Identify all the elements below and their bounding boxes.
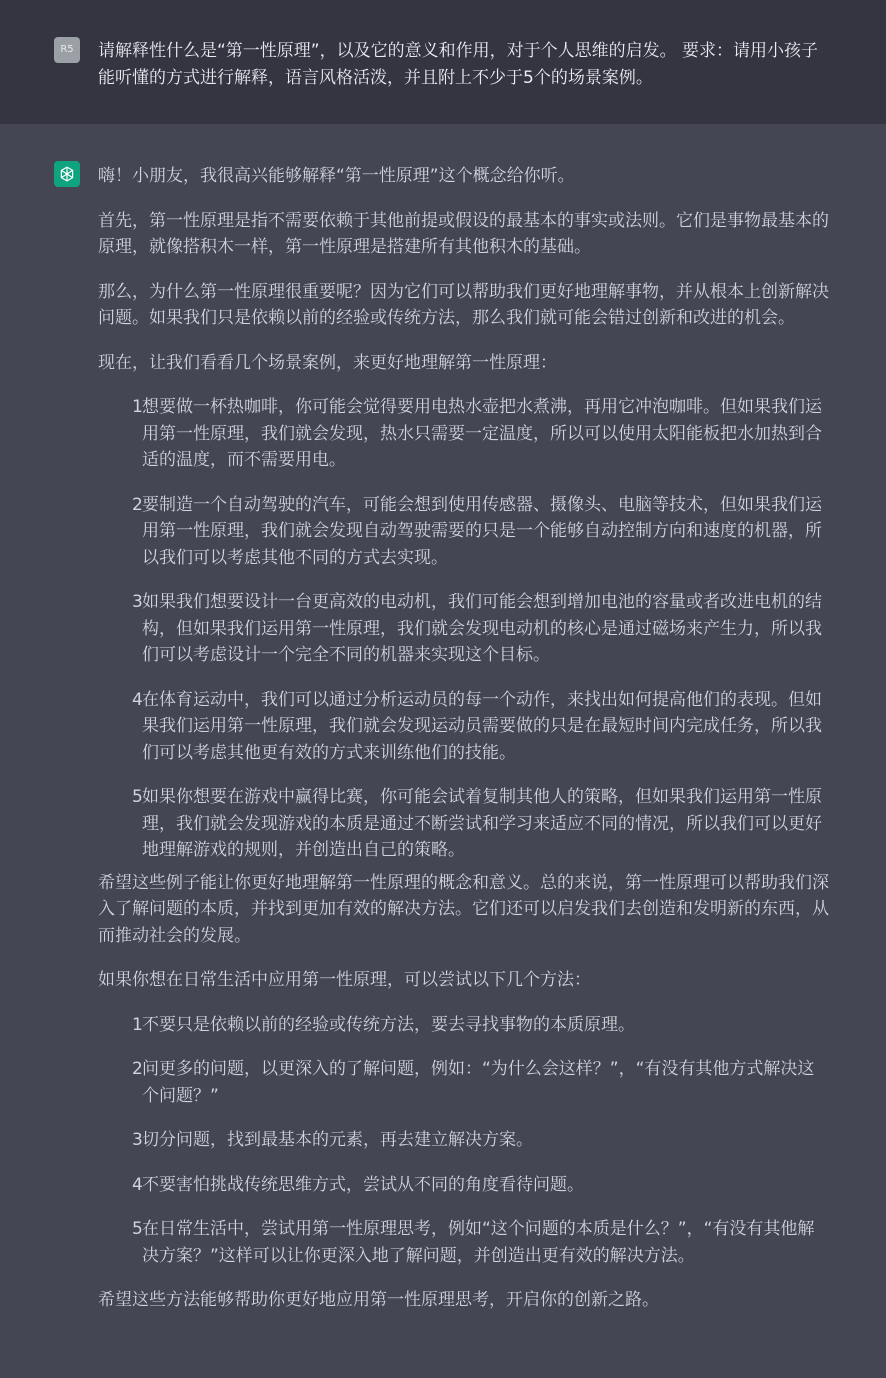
openai-logo-icon xyxy=(54,161,80,187)
list-item xyxy=(98,687,822,767)
list-number: 2 xyxy=(132,1059,143,1079)
definition-paragraph: 首先，第一性原理是指不需要依赖于其他前提或假设的最基本的事实或法则。它们是事物最基本的原理，就像搭积木一样，第一性原理是搭建所有其他积木的基础。 xyxy=(98,210,829,257)
list-item xyxy=(98,784,822,864)
list-item-text: 在日常生活中，尝试用第一性原理思考，例如“这个问题的本质是什么？”，“有没有其他解决方案？”这样可以让你更深入地了解问题，并创造出更有效的解决方法。 xyxy=(142,1219,815,1266)
list-item xyxy=(98,1127,822,1154)
list-item-text: 切分问题，找到最基本的元素，再去建立解决方案。 xyxy=(142,1130,533,1150)
list-number: 3 xyxy=(132,592,143,612)
case-list xyxy=(98,394,833,864)
list-number: 2 xyxy=(132,494,143,515)
list-item xyxy=(98,589,822,669)
tips-intro-paragraph: 如果你想在日常生活中应用第一性原理，可以尝试以下几个方法： xyxy=(98,970,591,990)
list-item xyxy=(98,1056,822,1109)
user-prompt-text: 请解释性什么是“第一性原理”，以及它的意义和作用，对于个人思维的启发。 要求：请用小孩子能听懂的方式进行解释，语言风格活泼，并且附上不少于5个的场景案例。 xyxy=(98,41,819,88)
list-number: 5 xyxy=(132,787,143,807)
list-item-text: 想要做一杯热咖啡，你可能会觉得要用电热水壶把水煮沸，再用它冲泡咖啡。但如果我们运用第一性原理，我们就会发现，热水只需要一定温度，所以可以使用太阳能板把水加热到合适的温度，而不需要用电。 xyxy=(142,397,822,470)
closing-paragraph: 希望这些方法能够帮助你更好地应用第一性原理思考，开启你的创新之路。 xyxy=(98,1290,659,1310)
greeting-paragraph: 嗨！小朋友，我很高兴能够解释“第一性原理”这个概念给你听。 xyxy=(98,166,575,186)
tips-list xyxy=(98,1012,833,1270)
list-item-text: 不要害怕挑战传统思维方式，尝试从不同的角度看待问题。 xyxy=(142,1174,584,1195)
list-item xyxy=(98,492,822,572)
list-item-text: 如果我们想要设计一台更高效的电动机，我们可能会想到增加电池的容量或者改进电机的结构，但如果我们运用第一性原理，我们就会发现电动机的核心是通过磁场来产生力，所以我们可以考虑设计一个完全不同的机器来实现这个目标。 xyxy=(142,592,822,665)
user-message xyxy=(0,0,886,124)
list-item-text: 要制造一个自动驾驶的汽车，可能会想到使用传感器、摄像头、电脑等技术，但如果我们运用第一性原理，我们就会发现自动驾驶需要的只是一个能够自动控制方向和速度的机器，所以我们可以考虑其他不同的方式去实现。 xyxy=(142,494,822,568)
list-number: 4 xyxy=(132,689,143,710)
list-item-text: 如果你想要在游戏中赢得比赛，你可能会试着复制其他人的策略，但如果我们运用第一性原理，我们就会发现游戏的本质是通过不断尝试和学习来适应不同的情况，所以我们可以更好地理解游戏的规则，并创造出自己的策略。 xyxy=(142,787,822,860)
list-item xyxy=(98,394,822,474)
list-number: 1 xyxy=(132,1014,143,1035)
list-item xyxy=(98,1012,822,1039)
list-number: 5 xyxy=(132,1219,143,1239)
list-number: 1 xyxy=(132,397,143,417)
assistant-response xyxy=(98,163,833,1332)
list-item-text: 不要只是依赖以前的经验或传统方法，要去寻找事物的本质原理。 xyxy=(142,1014,635,1035)
summary-paragraph: 希望这些例子能让你更好地理解第一性原理的概念和意义。总的来说，第一性原理可以帮助我们深入了解问题的本质，并找到更加有效的解决方法。它们还可以启发我们去创造和发明新的东西，从而推动社会的发展。 xyxy=(98,872,829,946)
importance-paragraph: 那么，为什么第一性原理很重要呢？因为它们可以帮助我们更好地理解事物，并从根本上创新解决问题。如果我们只是依赖以前的经验或传统方法，那么我们就可能会错过创新和改进的机会。 xyxy=(98,281,829,328)
list-number: 3 xyxy=(132,1130,143,1150)
list-number: 4 xyxy=(132,1174,143,1195)
list-item-text: 在体育运动中，我们可以通过分析运动员的每一个动作，来找出如何提高他们的表现。但如果我们运用第一性原理，我们就会发现运动员需要做的只是在最短时间内完成任务，所以我们可以考虑其他更有效的方式来训练他们的技能。 xyxy=(142,689,822,763)
cases-intro-paragraph: 现在，让我们看看几个场景案例，来更好地理解第一性原理： xyxy=(98,352,557,373)
list-item xyxy=(98,1172,822,1199)
list-item-text: 问更多的问题，以更深入的了解问题，例如：“为什么会这样？”，“有没有其他方式解决这个问题？” xyxy=(142,1059,815,1106)
user-avatar: R5 xyxy=(54,37,80,63)
list-item xyxy=(98,1216,822,1269)
